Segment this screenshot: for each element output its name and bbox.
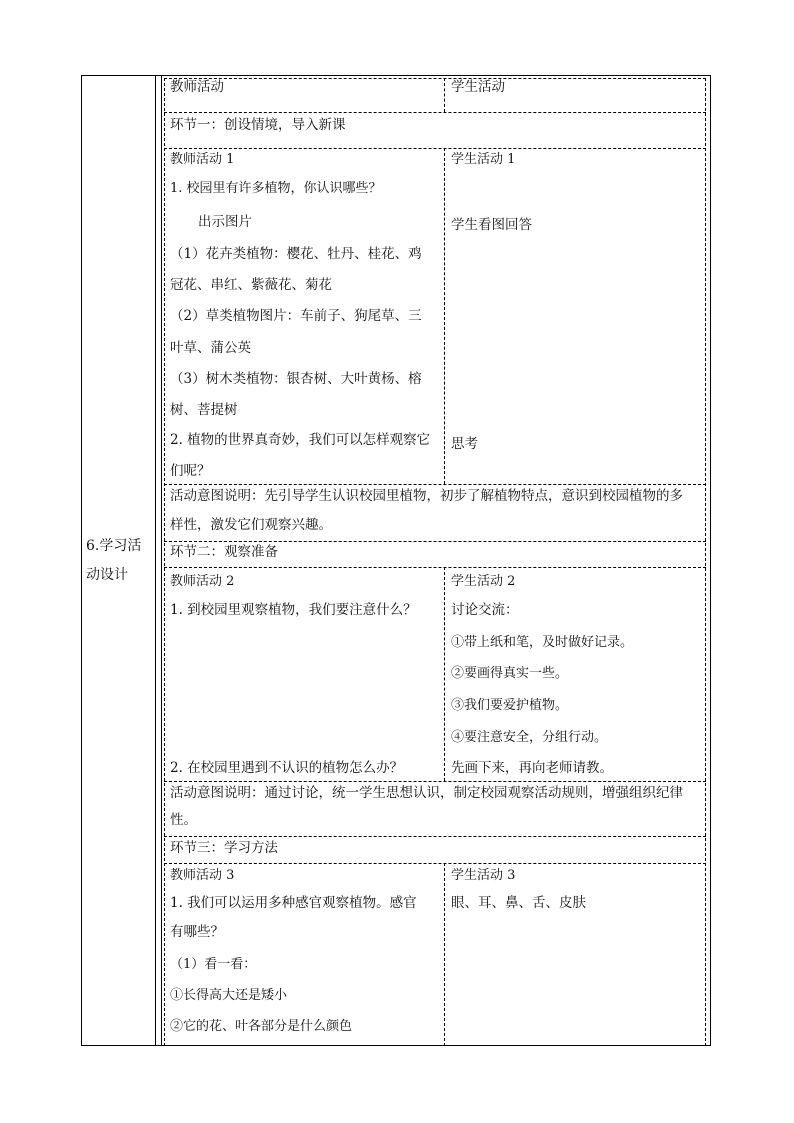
row-divider [164, 148, 706, 149]
stage1-grass-line1: （2）草类植物图片：车前子、狗尾草、三 [170, 308, 422, 324]
stage2-intent-line1: 活动意图说明：通过讨论，统一学生思想认识，制定校园观察活动规则，增强组织纪律 [170, 785, 683, 801]
stage2-title: 环节二：观察准备 [170, 544, 278, 560]
stage2-teacher-title: 教师活动 2 [170, 574, 235, 589]
stage1-intent-line1: 活动意图说明：先引导学生认识校园里植物，初步了解植物特点，意识到校园植物的多 [170, 488, 683, 504]
stage1-question-1: 1. 校园里有许多植物，你认识哪些？ [170, 181, 382, 196]
row-divider [164, 863, 706, 864]
stage2-student-title: 学生活动 2 [451, 574, 516, 589]
row-divider [164, 541, 706, 542]
stage1-teacher-title: 教师活动 1 [170, 152, 235, 167]
stage2-question-2: 2. 在校园里遇到不认识的植物怎么办？ [170, 760, 404, 776]
stage2-answer-2: 先画下来，再向老师请教。 [451, 760, 613, 776]
stage1-grass-line2: 叶草、蒲公英 [170, 340, 251, 356]
stage3-teacher-title: 教师活动 3 [170, 868, 235, 883]
stage2-item-3: ③我们要爱护植物。 [451, 698, 569, 713]
cell-divider [444, 148, 445, 484]
teacher-activity-header: 教师活动 [170, 79, 224, 95]
column-divider [161, 75, 162, 1046]
cell-divider [444, 863, 445, 1046]
stage1-student-answer: 学生看图回答 [451, 217, 532, 233]
stage3-look-2: ②它的花、叶各部分是什么颜色 [170, 1019, 353, 1034]
row-divider [164, 781, 706, 782]
stage3-look-1: ①长得高大还是矮小 [170, 988, 288, 1003]
row-divider [164, 836, 706, 837]
column-divider [155, 75, 156, 1046]
stage1-trees-line2: 树、菩提树 [170, 402, 238, 418]
stage1-student-think: 思考 [451, 436, 478, 452]
stage1-show-pictures: 出示图片 [198, 214, 252, 230]
row-divider [164, 112, 706, 113]
stage2-intent-line2: 性。 [170, 812, 197, 828]
stage1-title: 环节一：创设情境，导入新课 [170, 117, 346, 133]
row-divider [164, 484, 706, 485]
stage2-question-1: 1. 到校园里观察植物，我们要注意什么？ [170, 602, 417, 618]
cell-divider [444, 78, 445, 112]
stage1-intent-line2: 样性，激发它们观察兴趣。 [170, 517, 332, 533]
stage1-question-2-line1: 2. 植物的世界真奇妙，我们可以怎样观察它 [170, 432, 431, 448]
stage1-trees-line1: （3）树木类植物：银杏树、大叶黄杨、榕 [170, 371, 422, 387]
stage3-look: （1）看一看： [170, 957, 257, 972]
stage2-discuss: 讨论交流： [451, 602, 519, 618]
stage1-student-title: 学生活动 1 [451, 152, 516, 167]
row-divider [164, 567, 706, 568]
stage1-flowers-line1: （1）花卉类植物：樱花、牡丹、桂花、鸡 [170, 246, 422, 262]
stage2-item-4: ④要注意安全，分组行动。 [451, 730, 608, 745]
stage3-student-title: 学生活动 3 [451, 868, 516, 883]
student-activity-header: 学生活动 [451, 79, 505, 95]
stage2-item-1: ①带上纸和笔，及时做好记录。 [451, 635, 634, 650]
stage2-item-2: ②要画得真实一些。 [451, 666, 569, 681]
stage1-question-2-line2: 们呢？ [170, 463, 211, 479]
section-label: 6.学习活动设计 [86, 538, 142, 583]
stage3-question-1-line2: 有哪些？ [170, 924, 224, 940]
stage3-senses: 眼、耳、鼻、舌、皮肤 [451, 895, 586, 911]
stage3-title: 环节三：学习方法 [170, 840, 278, 856]
stage3-question-1-line1: 1. 我们可以运用多种感官观察植物。感官 [170, 895, 417, 911]
stage1-flowers-line2: 冠花、串红、紫薇花、菊花 [170, 277, 332, 293]
cell-divider [444, 567, 445, 781]
